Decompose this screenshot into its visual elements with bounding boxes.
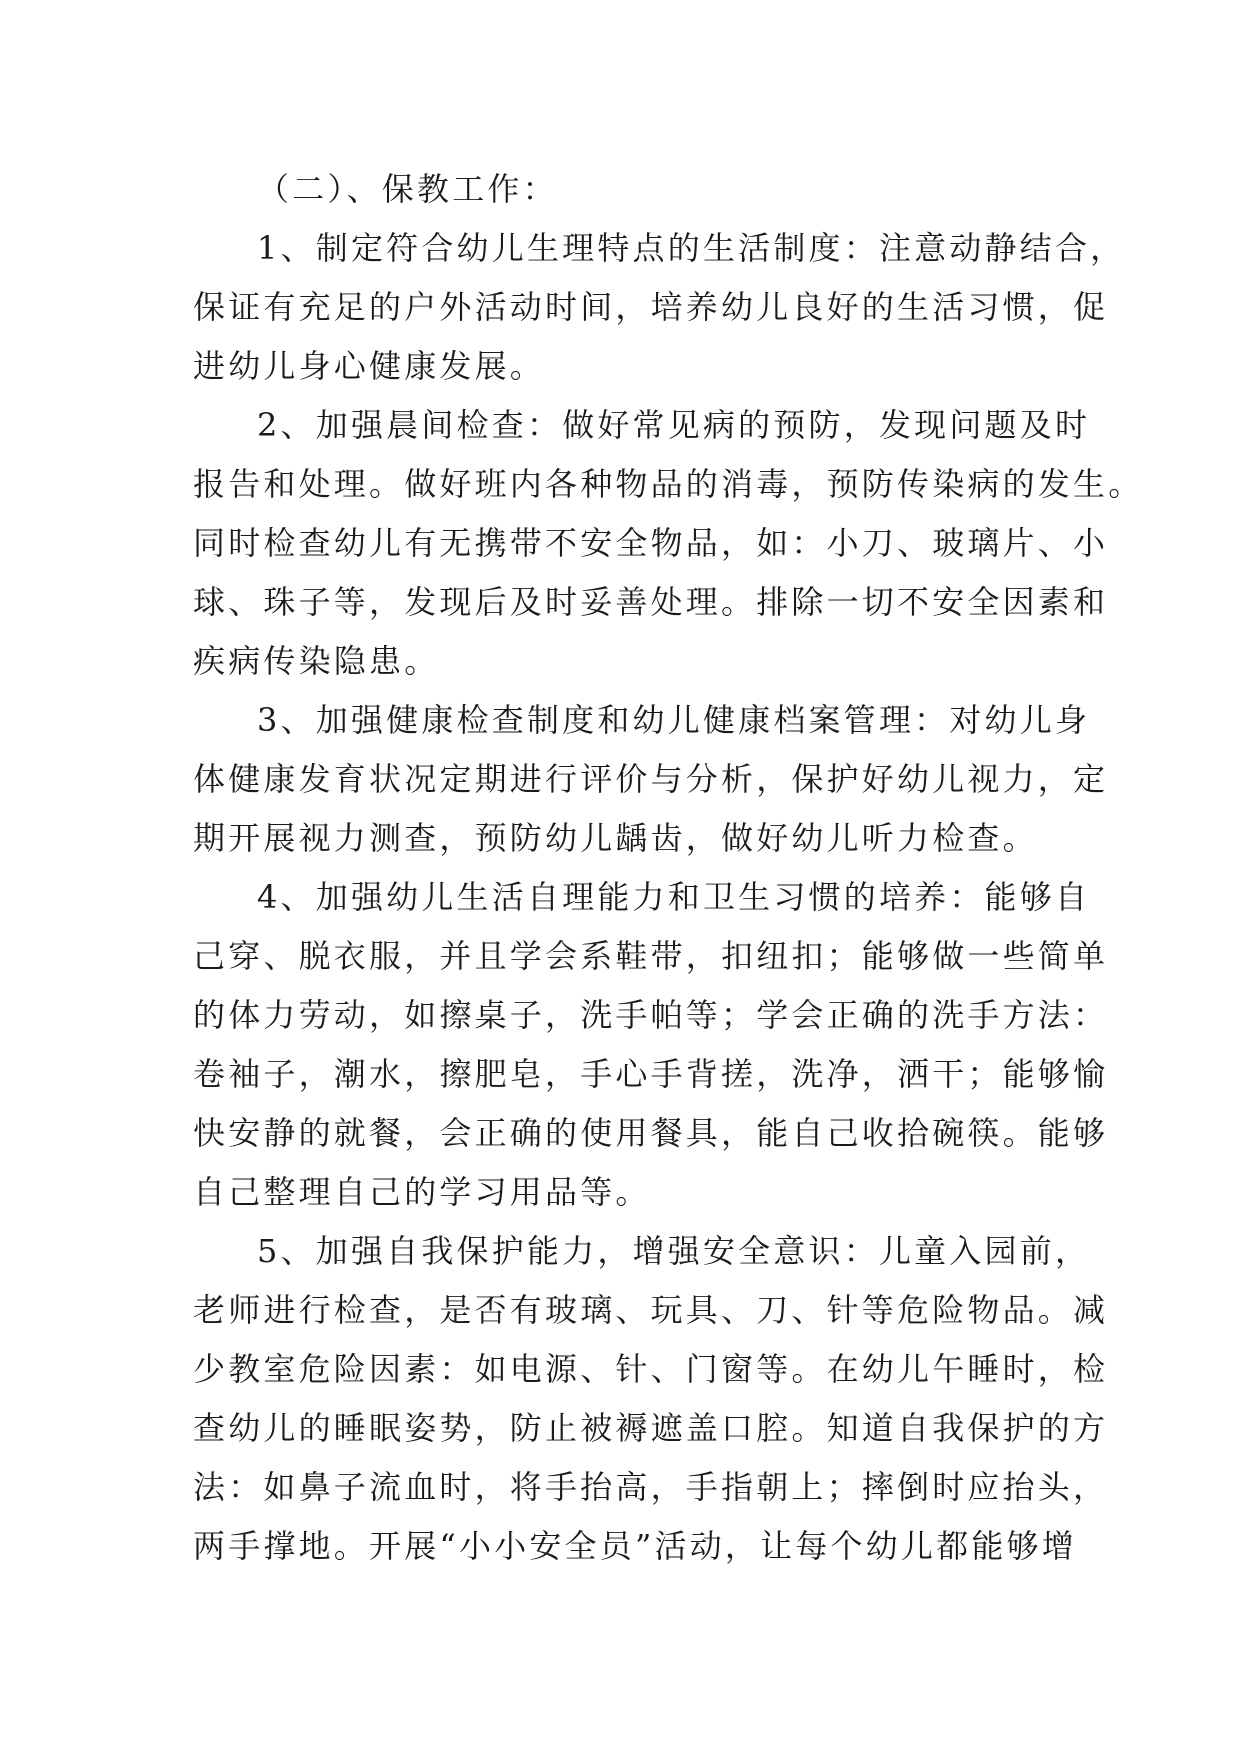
paragraph-line: 疾病传染隐患。 <box>193 642 440 680</box>
heading-text: （二）、保教工作： <box>257 170 558 208</box>
paragraph-5 <box>193 1222 1109 1576</box>
paragraph-line: 快安静的就餐，会正确的使用餐具，能自己收拾碗筷。能够 <box>193 1114 1109 1152</box>
paragraph-line: 进幼儿身心健康发展。 <box>193 347 546 385</box>
paragraph-line: 保证有充足的户外活动时间，培养幼儿良好的生活习惯，促 <box>193 288 1109 326</box>
paragraph-line: 3、加强健康检查制度和幼儿健康档案管理：对幼儿身 <box>257 701 1091 739</box>
paragraph-line: 少教室危险因素：如电源、针、门窗等。在幼儿午睡时，检 <box>193 1350 1109 1388</box>
paragraph-line: 1、制定符合幼儿生理特点的生活制度：注意动静结合， <box>257 229 1126 267</box>
section-heading <box>193 160 1073 219</box>
paragraph-line: 报告和处理。做好班内各种物品的消毒，预防传染病的发生。 <box>193 465 1144 503</box>
paragraph-line: 的体力劳动，如擦桌子，洗手帕等；学会正确的洗手方法： <box>193 996 1109 1034</box>
paragraph-line: 两手撑地。开展“小小安全员”活动，让每个幼儿都能够增 <box>193 1527 1077 1565</box>
paragraph-line: 同时检查幼儿有无携带不安全物品，如：小刀、玻璃片、小 <box>193 524 1109 562</box>
paragraph-1 <box>193 219 1126 396</box>
paragraph-2 <box>193 396 1144 691</box>
paragraph-line: 法：如鼻子流血时，将手抬高，手指朝上；摔倒时应抬头， <box>193 1468 1109 1506</box>
paragraph-line: 自己整理自己的学习用品等。 <box>193 1173 651 1211</box>
paragraph-4 <box>193 868 1109 1222</box>
paragraph-line: 2、加强晨间检查：做好常见病的预防，发现问题及时 <box>257 406 1091 444</box>
paragraph-line: 4、加强幼儿生活自理能力和卫生习惯的培养：能够自 <box>257 878 1091 916</box>
paragraph-line: 体健康发育状况定期进行评价与分析，保护好幼儿视力，定 <box>193 760 1109 798</box>
paragraph-line: 期开展视力测查，预防幼儿龋齿，做好幼儿听力检查。 <box>193 819 1038 857</box>
paragraph-3 <box>193 691 1109 868</box>
paragraph-line: 球、珠子等，发现后及时妥善处理。排除一切不安全因素和 <box>193 583 1109 621</box>
paragraph-line: 卷袖子，潮水，擦肥皂，手心手背搓，洗净，洒干；能够愉 <box>193 1055 1109 1093</box>
document-body <box>193 160 1144 1576</box>
paragraph-line: 己穿、脱衣服，并且学会系鞋带，扣纽扣；能够做一些简单 <box>193 937 1109 975</box>
paragraph-line: 5、加强自我保护能力，增强安全意识：儿童入园前， <box>257 1232 1091 1270</box>
paragraph-line: 老师进行检查，是否有玻璃、玩具、刀、针等危险物品。减 <box>193 1291 1109 1329</box>
paragraph-line: 查幼儿的睡眠姿势，防止被褥遮盖口腔。知道自我保护的方 <box>193 1409 1109 1447</box>
